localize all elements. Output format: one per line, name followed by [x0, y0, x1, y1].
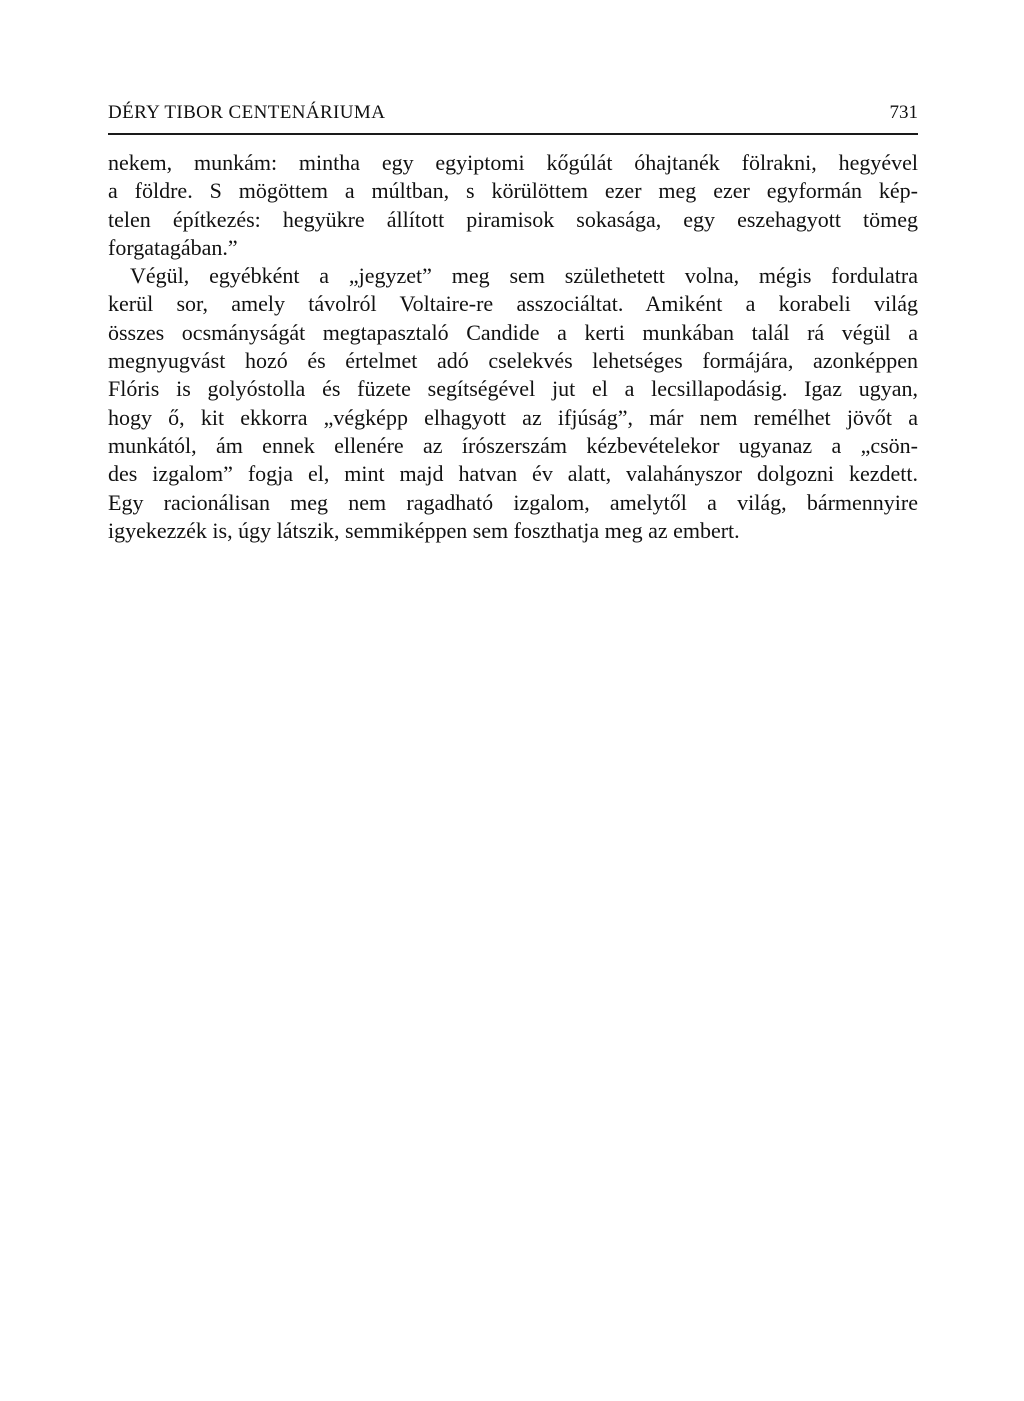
text-line: Egy racionálisan meg nem ragadható izgalom, amelytől a világ, bármennyire [108, 489, 918, 515]
text-line: munkától, ám ennek ellenére az írószerszám kézbevételekor ugyanaz a „csön- [108, 432, 918, 458]
text-line: telen építkezés: hegyükre állított piramisok sokasága, egy eszehagyott tömeg [108, 206, 918, 232]
text-line: des izgalom” fogja el, mint majd hatvan év alatt, valahányszor dolgozni kezdett. [108, 461, 918, 487]
page-number: 731 [889, 102, 918, 123]
text-line: hogy ő, kit ekkorra „végképp elhagyott az ifjúság”, már nem remélhet jövőt a [108, 404, 918, 430]
page-header [108, 100, 918, 134]
body-text [108, 149, 918, 545]
text-line: igyekezzék is, úgy látszik, semmiképpen sem foszthatja meg az embert. [108, 517, 740, 543]
text-line: kerül sor, amely távolról Voltaire-re asszociáltat. Amiként a korabeli világ [108, 291, 918, 317]
text-line: forgatagában.” [108, 234, 238, 260]
text-line: nekem, munkám: mintha egy egyiptomi kőgúlát óhajtanék fölrakni, hegyével [108, 150, 918, 175]
running-title: DÉRY TIBOR CENTENÁRIUMA [108, 102, 386, 123]
header-rule [108, 133, 918, 135]
text-line: megnyugvást hozó és értelmet adó cselekvés lehetséges formájára, azonképpen [108, 348, 918, 374]
text-line: összes ocsmányságát megtapasztaló Candide a kerti munkában talál rá végül a [108, 319, 918, 345]
text-line: Flóris is golyóstolla és füzete segítségével jut el a lecsillapodásig. Igaz ugyan, [108, 376, 918, 402]
paragraph-first-line: Végül, egyébként a „jegyzet” meg sem születhetett volna, mégis fordulatra [130, 263, 918, 289]
text-line: a földre. S mögöttem a múltban, s körülöttem ezer meg ezer egyformán kép- [108, 178, 918, 204]
